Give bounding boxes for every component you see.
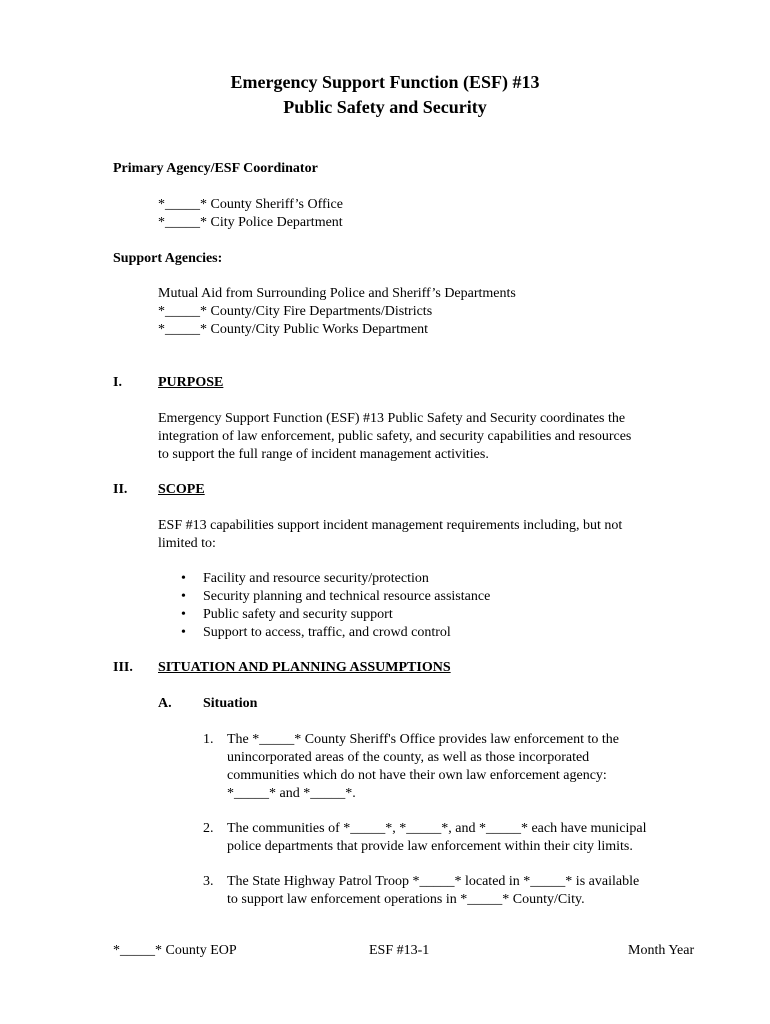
situation-item (227, 873, 639, 909)
bullet-glyph: • (181, 625, 186, 640)
scope-heading: SCOPE (158, 482, 205, 497)
primary-agency-item: *_____* City Police Department (158, 215, 343, 230)
bullet-text: Security planning and technical resource assistance (203, 589, 491, 604)
section-number: II. (113, 482, 128, 497)
paragraph-line: police departments that provide law enforcement within their city limits. (227, 839, 633, 854)
paragraph-line: Emergency Support Function (ESF) #13 Public Safety and Security coordinates the (158, 411, 626, 426)
bullet-glyph: • (181, 607, 186, 622)
paragraph-line: to support law enforcement operations in *_____* County/City. (227, 892, 585, 907)
bullet-text: Support to access, traffic, and crowd control (203, 625, 451, 640)
scope-paragraph (158, 517, 622, 553)
footer-right: Month Year (628, 943, 695, 958)
purpose-paragraph (158, 410, 631, 464)
bullet-glyph: • (181, 571, 186, 586)
primary-agency-heading: Primary Agency/ESF Coordinator (113, 161, 318, 176)
paragraph-line: *_____* and *_____*. (227, 786, 356, 801)
subsection-letter: A. (158, 696, 172, 711)
paragraph-line: to support the full range of incident management activities. (158, 447, 489, 462)
paragraph-line: limited to: (158, 536, 216, 551)
paragraph-line: The State Highway Patrol Troop *_____* located in *_____* is available (227, 874, 640, 889)
subsection-heading: Situation (203, 696, 258, 711)
support-agency-item: *_____* County/City Public Works Department (158, 322, 429, 337)
footer-left: *_____* County EOP (113, 943, 237, 958)
paragraph-line: unincorporated areas of the county, as well as those incorporated (227, 750, 590, 765)
support-agencies-heading: Support Agencies: (113, 251, 223, 266)
bullet-text: Public safety and security support (203, 607, 393, 622)
list-item-number: 3. (203, 874, 214, 889)
situation-item (227, 731, 619, 803)
paragraph-line: The *_____* County Sheriff's Office provides law enforcement to the (227, 732, 619, 747)
bullet-text: Facility and resource security/protection (203, 571, 429, 586)
document-subtitle: Public Safety and Security (283, 97, 487, 117)
support-agencies-list (158, 285, 516, 339)
list-item-number: 1. (203, 732, 214, 747)
purpose-heading: PURPOSE (158, 375, 224, 390)
paragraph-line: communities which do not have their own law enforcement agency: (227, 768, 607, 783)
support-agency-item: *_____* County/City Fire Departments/Districts (158, 304, 433, 319)
situation-heading: SITUATION AND PLANNING ASSUMPTIONS (158, 660, 451, 675)
support-agency-item: Mutual Aid from Surrounding Police and Sheriff’s Departments (158, 286, 516, 301)
primary-agency-item: *_____* County Sheriff’s Office (158, 197, 343, 212)
primary-agency-list (158, 196, 343, 232)
list-item-number: 2. (203, 821, 214, 836)
footer-page-number: ESF #13-1 (369, 943, 430, 958)
situation-item (227, 820, 647, 856)
section-number: I. (113, 375, 122, 390)
bullet-glyph: • (181, 589, 186, 604)
paragraph-line: ESF #13 capabilities support incident management requirements including, but not (158, 518, 623, 533)
paragraph-line: integration of law enforcement, public safety, and security capabilities and resources (158, 429, 632, 444)
section-number: III. (113, 660, 133, 675)
paragraph-line: The communities of *_____*, *_____*, and *_____* each have municipal (227, 821, 647, 836)
document-title: Emergency Support Function (ESF) #13 (230, 72, 540, 92)
